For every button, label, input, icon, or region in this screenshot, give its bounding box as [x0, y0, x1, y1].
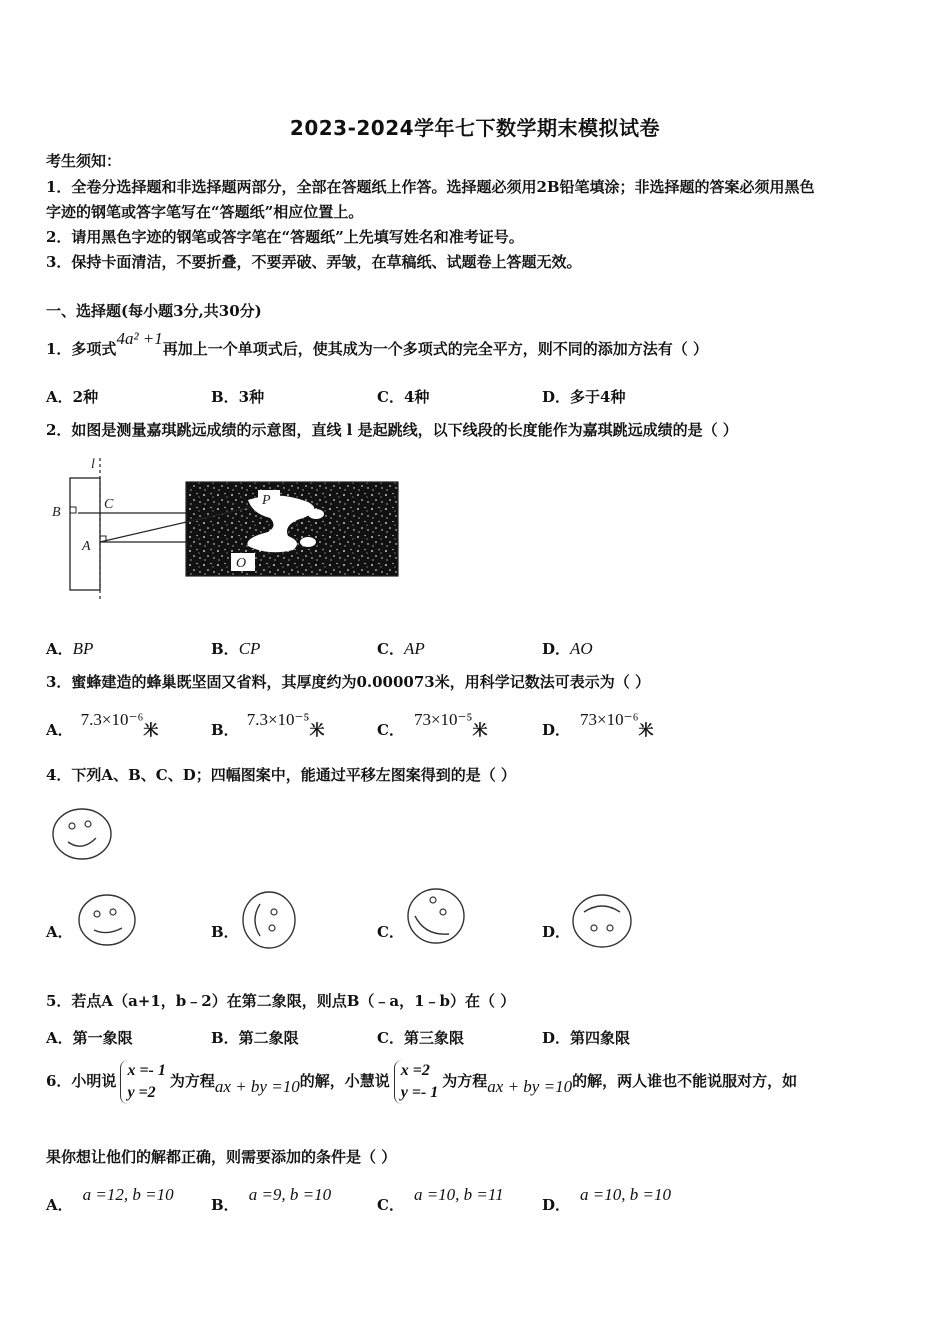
question-2: 2．如图是测量嘉琪跳远成绩的示意图，直线 l 是起跳线，以下线段的长度能作为嘉琪跳远成绩的是（ ） — [46, 421, 738, 439]
question-6-line-2: 果你想让他们的解都正确，则需要添加的条件是（ ） — [46, 1148, 397, 1166]
q5-option-b[interactable]: B．第二象限 — [211, 1029, 299, 1047]
smiley-option-d — [570, 892, 634, 950]
long-jump-figure — [48, 450, 408, 610]
q1-option-d[interactable]: D．多于4种 — [542, 388, 626, 406]
q6-option-c[interactable]: C．a =10, b =11 — [377, 1185, 504, 1214]
q3-option-c[interactable]: C．73×10⁻⁵米 — [377, 710, 488, 739]
page-title: 2023-2024学年七下数学期末模拟试卷 — [289, 116, 661, 140]
notice-item-1: 1．全卷分选择题和非选择题两部分，全部在答题纸上作答。选择题必须用2B铅笔填涂；非选择题的答案必须用黑色 — [46, 178, 815, 196]
label-a: A — [82, 539, 91, 554]
label-b: B — [52, 505, 61, 520]
q2-option-b[interactable]: B．CP — [211, 639, 261, 658]
q4-option-d[interactable]: D． — [542, 923, 571, 941]
q1-option-b[interactable]: B．3种 — [211, 388, 265, 406]
smiley-option-b — [240, 890, 298, 950]
label-o: O — [236, 556, 247, 571]
label-l: l — [91, 457, 95, 472]
q6-equation-1: ax + by =10 — [214, 1077, 300, 1096]
q1-math: 4a² +1 — [116, 329, 163, 348]
q3-option-a[interactable]: A．7.3×10⁻⁶米 — [46, 710, 159, 739]
q2-option-d[interactable]: D．AO — [542, 639, 593, 658]
question-5: 5．若点A（a+1，b﹣2）在第二象限，则点B（﹣a，1﹣b）在（ ） — [46, 992, 516, 1010]
question-6: 6．小明说 x =- 1 y =2 为方程ax + by =10的解，小慧说 x =2 y =- 1 为方程ax + by =10的解，两人谁也不能说服对方，如 — [46, 1060, 797, 1104]
q3-option-b[interactable]: B．7.3×10⁻⁵米 — [211, 710, 325, 739]
q1-prefix: 1．多项式 — [46, 340, 117, 358]
q5-option-c[interactable]: C．第三象限 — [377, 1029, 464, 1047]
notice-item-1-cont: 字迹的钢笔或答字笔写在“答题纸”相应位置上。 — [46, 203, 364, 221]
q5-option-a[interactable]: A．第一象限 — [46, 1029, 133, 1047]
smiley-option-a — [76, 892, 138, 948]
smiley-original — [50, 806, 114, 862]
q4-option-b[interactable]: B． — [211, 923, 239, 941]
section-heading: 一、选择题(每小题3分,共30分) — [46, 302, 262, 320]
notice-heading: 考生须知： — [46, 152, 122, 170]
smiley-option-c — [405, 886, 467, 946]
q5-option-d[interactable]: D．第四象限 — [542, 1029, 631, 1047]
question-1 — [46, 329, 708, 358]
q6-equation-2: ax + by =10 — [487, 1077, 573, 1096]
takeoff-board — [70, 478, 100, 590]
q3-option-d[interactable]: D．73×10⁻⁶米 — [542, 710, 654, 739]
q6-option-b[interactable]: B．a =9, b =10 — [211, 1185, 332, 1214]
sand-pit — [186, 482, 398, 576]
q4-option-a[interactable]: A． — [46, 923, 73, 941]
question-4: 4．下列A、B、C、D；四幅图案中，能通过平移左图案得到的是（ ） — [46, 766, 516, 784]
notice-item-2: 2．请用黑色字迹的钢笔或答字笔在“答题纸”上先填写姓名和准考证号。 — [46, 228, 524, 246]
q1-option-a[interactable]: A．2种 — [46, 388, 99, 406]
q6-system-2: x =2 y =- 1 — [394, 1060, 439, 1104]
label-p: P — [262, 493, 271, 508]
notice-item-3: 3．保持卡面清洁，不要折叠，不要弄破、弄皱，在草稿纸、试题卷上答题无效。 — [46, 253, 582, 271]
q2-option-c[interactable]: C．AP — [377, 639, 425, 658]
toe-print-2 — [300, 537, 316, 547]
q1-option-c[interactable]: C．4种 — [377, 388, 430, 406]
question-3: 3．蜜蜂建造的蜂巢既坚固又省料，其厚度约为0.000073米，用科学记数法可表示为（ ） — [46, 673, 650, 691]
q6-option-d[interactable]: D．a =10, b =10 — [542, 1185, 671, 1214]
q6-system-1: x =- 1 y =2 — [120, 1060, 165, 1104]
q6-option-a[interactable]: A．a =12, b =10 — [46, 1185, 174, 1214]
q2-option-a[interactable]: A．BP — [46, 639, 94, 658]
q1-suffix: 再加上一个单项式后，使其成为一个多项式的完全平方，则不同的添加方法有（ ） — [162, 340, 708, 358]
q4-option-c[interactable]: C． — [377, 923, 404, 941]
toe-print-1 — [308, 509, 324, 519]
label-c: C — [104, 497, 114, 512]
